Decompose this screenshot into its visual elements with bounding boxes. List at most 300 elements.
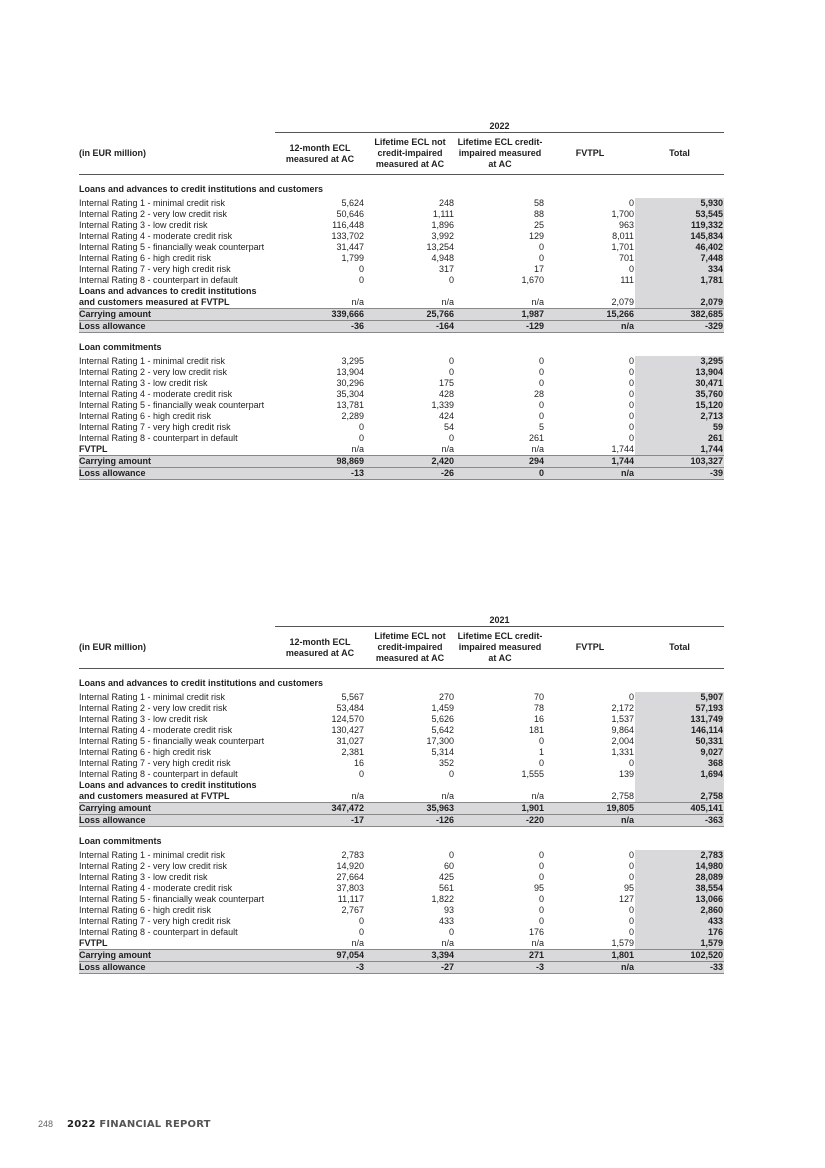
table-row [79, 905, 724, 916]
total-cell: 38,554 [635, 883, 724, 894]
total-cell: 261 [635, 433, 724, 444]
total-cell: 9,027 [635, 747, 724, 758]
total-cell: 3,295 [635, 356, 724, 367]
value-cell: n/a [351, 938, 364, 948]
row-label: Carrying amount [79, 456, 152, 466]
value-cell: 0 [538, 758, 544, 768]
total-cell: 1,694 [635, 769, 724, 780]
row-label: Internal Rating 5 - financially weak counterpart [79, 400, 265, 410]
row-label: Loss allowance [79, 815, 146, 825]
value-cell: 0 [358, 422, 364, 432]
total-cell: 13,066 [635, 894, 724, 905]
value-cell: 53,484 [336, 703, 364, 713]
total-cell: -33 [635, 962, 724, 973]
value-cell: 0 [538, 894, 544, 904]
table-row [79, 198, 724, 209]
value-cell: 25,766 [426, 309, 454, 319]
value-cell: 111 [620, 275, 634, 285]
value-cell: 425 [438, 872, 454, 882]
value-cell: 17,300 [426, 736, 454, 746]
value-cell: 1,701 [611, 242, 634, 252]
column-header [275, 133, 365, 174]
column-header [635, 133, 724, 174]
value-cell: 1,579 [611, 938, 634, 948]
value-cell: 0 [358, 916, 364, 926]
row-label: Internal Rating 7 - very high credit risk [79, 264, 231, 274]
total-cell: 103,327 [635, 456, 724, 467]
value-cell: 0 [358, 927, 364, 937]
total-cell: 13,904 [635, 367, 724, 378]
value-cell: 701 [618, 253, 634, 263]
value-cell: 17 [533, 264, 544, 274]
value-cell: 14,920 [336, 861, 364, 871]
table-row [79, 253, 724, 264]
total-cell: 405,141 [635, 803, 724, 814]
value-cell: 1,459 [431, 703, 454, 713]
table-row [79, 927, 724, 938]
total-cell: -39 [635, 468, 724, 479]
value-cell: 16 [533, 714, 544, 724]
value-cell: 70 [533, 692, 544, 702]
value-cell: 31,447 [336, 242, 364, 252]
value-cell: 352 [438, 758, 454, 768]
row-label: Loss allowance [79, 468, 146, 478]
value-cell: 13,904 [336, 367, 364, 377]
column-header-text: FVTPL [575, 148, 605, 158]
row-label: Loss allowance [79, 962, 146, 972]
value-cell: n/a [441, 444, 454, 454]
table-row [79, 433, 724, 444]
commitments-section-title: Loan commitments [79, 342, 162, 352]
value-cell: 127 [618, 894, 634, 904]
row-label: Internal Rating 6 - high credit risk [79, 411, 212, 421]
year-header [79, 615, 724, 627]
value-cell: n/a [531, 791, 544, 801]
row-label: Internal Rating 3 - low credit risk [79, 378, 208, 388]
loss-allowance-row [79, 320, 724, 333]
value-cell: 0 [358, 264, 364, 274]
report-title [67, 1119, 211, 1130]
value-cell: 0 [358, 433, 364, 443]
table-row [79, 758, 724, 769]
total-cell: 146,114 [635, 725, 724, 736]
column-header [635, 627, 724, 668]
total-cell: 1,781 [635, 275, 724, 286]
total-cell: 2,860 [635, 905, 724, 916]
value-cell: 317 [438, 264, 454, 274]
row-label: Internal Rating 4 - moderate credit risk [79, 725, 233, 735]
row-label: Internal Rating 8 - counterpart in default [79, 927, 238, 937]
value-cell: 261 [528, 433, 544, 443]
year-label: 2022 [275, 121, 724, 133]
value-cell: 0 [628, 411, 634, 421]
value-cell: 60 [443, 861, 454, 871]
table-row [79, 703, 724, 714]
commitments-section-title: Loan commitments [79, 836, 162, 846]
fvtpl-row [79, 444, 724, 455]
value-cell: 0 [628, 389, 634, 399]
row-label: Internal Rating 4 - moderate credit risk [79, 231, 233, 241]
report-year: 2022 [67, 1119, 96, 1130]
value-cell: 116,448 [332, 220, 364, 230]
value-cell: n/a [620, 321, 634, 331]
value-cell: 0 [448, 850, 454, 860]
value-cell: 1,339 [431, 400, 454, 410]
value-cell: n/a [441, 938, 454, 948]
row-label: Internal Rating 7 - very high credit risk [79, 916, 231, 926]
value-cell: 0 [628, 850, 634, 860]
row-label: Internal Rating 4 - moderate credit risk [79, 389, 233, 399]
table-row [79, 714, 724, 725]
row-label: Carrying amount [79, 803, 152, 813]
row-label: Internal Rating 4 - moderate credit risk [79, 883, 233, 893]
value-cell: 1,670 [521, 275, 544, 285]
row-label: Loans and advances to credit institutions and customers measured at FVTPL [79, 780, 257, 801]
value-cell: 124,570 [331, 714, 364, 724]
report-title-text: FINANCIAL REPORT [99, 1119, 211, 1130]
value-cell: 13,254 [426, 242, 454, 252]
total-cell: 46,402 [635, 242, 724, 253]
table-row [79, 736, 724, 747]
value-cell: 0 [538, 400, 544, 410]
row-label: Internal Rating 3 - low credit risk [79, 220, 208, 230]
value-cell: n/a [531, 444, 544, 454]
value-cell: 0 [628, 356, 634, 366]
row-label: Internal Rating 8 - counterpart in default [79, 275, 238, 285]
value-cell: 1,700 [611, 209, 634, 219]
value-cell: 78 [533, 703, 544, 713]
value-cell: 0 [628, 264, 634, 274]
ecl-table-2022 [79, 121, 724, 480]
value-cell: 5,642 [431, 725, 454, 735]
row-label: Loans and advances to credit institutions and customers measured at FVTPL [79, 286, 257, 307]
value-cell: -164 [435, 321, 454, 331]
value-cell: 98,869 [336, 456, 364, 466]
total-cell: 57,193 [635, 703, 724, 714]
total-cell: 5,930 [635, 198, 724, 209]
value-cell: -3 [535, 962, 544, 972]
value-cell: -220 [525, 815, 544, 825]
unit-label: (in EUR million) [79, 642, 146, 652]
value-cell: 0 [538, 356, 544, 366]
value-cell: 139 [618, 769, 634, 779]
total-cell: 2,758 [635, 780, 724, 802]
value-cell: 0 [538, 905, 544, 915]
total-cell: 7,448 [635, 253, 724, 264]
table-row [79, 872, 724, 883]
total-cell: 1,744 [635, 444, 724, 455]
column-header [365, 627, 455, 668]
value-cell: 2,004 [611, 736, 634, 746]
value-cell: 35,304 [336, 389, 364, 399]
value-cell: 58 [533, 198, 544, 208]
value-cell: 294 [528, 456, 544, 466]
value-cell: 5,624 [341, 198, 364, 208]
value-cell: 27,664 [336, 872, 364, 882]
fvtpl-row [79, 780, 724, 802]
value-cell: 347,472 [331, 803, 364, 813]
value-cell: 0 [448, 356, 454, 366]
value-cell: 1,896 [431, 220, 454, 230]
row-label: Internal Rating 3 - low credit risk [79, 872, 208, 882]
column-header-text: Lifetime ECL not credit-impaired measured at AC [374, 631, 446, 663]
value-cell: 0 [628, 422, 634, 432]
value-cell: 15,266 [606, 309, 634, 319]
value-cell: 0 [628, 400, 634, 410]
row-label: Internal Rating 6 - high credit risk [79, 253, 212, 263]
table-row [79, 747, 724, 758]
value-cell: 1,744 [611, 444, 634, 454]
row-label: Internal Rating 6 - high credit risk [79, 747, 212, 757]
value-cell: 9,864 [611, 725, 634, 735]
value-cell: 1 [538, 747, 544, 757]
value-cell: 8,011 [612, 231, 634, 241]
page-number: 248 [38, 1119, 54, 1129]
column-header-text: Total [669, 642, 690, 652]
value-cell: -126 [435, 815, 454, 825]
loss-allowance-row [79, 961, 724, 974]
row-label: Internal Rating 8 - counterpart in default [79, 769, 238, 779]
total-cell: 119,332 [635, 220, 724, 231]
total-cell: 433 [635, 916, 724, 927]
row-label: Carrying amount [79, 309, 152, 319]
value-cell: 3,295 [341, 356, 364, 366]
value-cell: 0 [628, 378, 634, 388]
total-cell: 102,520 [635, 950, 724, 961]
carrying-amount-row [79, 949, 724, 961]
column-header [545, 133, 635, 174]
column-header-text: Lifetime ECL credit-impaired measured at AC [457, 137, 543, 169]
value-cell: 0 [538, 378, 544, 388]
value-cell: 3,992 [431, 231, 454, 241]
row-label: Internal Rating 1 - minimal credit risk [79, 692, 226, 702]
value-cell: 963 [618, 220, 634, 230]
table-row [79, 209, 724, 220]
value-cell: 0 [628, 198, 634, 208]
table-row [79, 264, 724, 275]
ecl-table-2021 [79, 615, 724, 974]
value-cell: 5,314 [431, 747, 454, 757]
value-cell: 133,702 [331, 231, 364, 241]
value-cell: n/a [351, 791, 364, 801]
value-cell: 13,781 [336, 400, 364, 410]
value-cell: 0 [448, 433, 454, 443]
column-header-text: FVTPL [575, 642, 605, 652]
value-cell: 30,296 [336, 378, 364, 388]
value-cell: 181 [528, 725, 544, 735]
fvtpl-row [79, 286, 724, 308]
year-label: 2021 [275, 615, 724, 627]
total-cell: 2,713 [635, 411, 724, 422]
total-cell: 145,834 [635, 231, 724, 242]
table-row [79, 861, 724, 872]
table-row [79, 850, 724, 861]
page-footer [38, 1119, 211, 1130]
column-header-text: 12-month ECL measured at AC [285, 142, 355, 164]
row-label: Internal Rating 6 - high credit risk [79, 905, 212, 915]
value-cell: 0 [628, 861, 634, 871]
column-header [455, 133, 545, 174]
value-cell: 1,822 [431, 894, 454, 904]
value-cell: 1,111 [432, 209, 454, 219]
column-headers [79, 133, 724, 175]
value-cell: 0 [448, 275, 454, 285]
total-cell: 14,980 [635, 861, 724, 872]
column-headers [79, 627, 724, 669]
value-cell: 4,948 [431, 253, 454, 263]
column-header [545, 627, 635, 668]
row-label: Internal Rating 1 - minimal credit risk [79, 850, 226, 860]
carrying-amount-row [79, 455, 724, 467]
value-cell: 88 [533, 209, 544, 219]
value-cell: 97,054 [336, 950, 364, 960]
table-row [79, 411, 724, 422]
table-row [79, 356, 724, 367]
row-label: Internal Rating 5 - financially weak counterpart [79, 736, 265, 746]
table-row [79, 367, 724, 378]
table-row [79, 883, 724, 894]
value-cell: 433 [438, 916, 454, 926]
table-row [79, 692, 724, 703]
value-cell: n/a [620, 815, 634, 825]
value-cell: n/a [351, 297, 364, 307]
value-cell: 35,963 [426, 803, 454, 813]
row-label: Internal Rating 1 - minimal credit risk [79, 198, 226, 208]
value-cell: 0 [628, 872, 634, 882]
row-label: Carrying amount [79, 950, 152, 960]
value-cell: 0 [538, 411, 544, 421]
value-cell: 0 [538, 916, 544, 926]
value-cell: 1,987 [521, 309, 544, 319]
total-cell: -329 [635, 321, 724, 332]
loss-allowance-row [79, 814, 724, 827]
total-cell: 368 [635, 758, 724, 769]
total-cell: 59 [635, 422, 724, 433]
value-cell: 37,803 [336, 883, 364, 893]
total-cell: 53,545 [635, 209, 724, 220]
value-cell: 271 [528, 950, 544, 960]
total-cell: 176 [635, 927, 724, 938]
value-cell: 25 [533, 220, 544, 230]
value-cell: -27 [440, 962, 454, 972]
carrying-amount-row [79, 308, 724, 320]
column-header-text: Lifetime ECL not credit-impaired measured at AC [374, 137, 446, 169]
value-cell: n/a [441, 791, 454, 801]
value-cell: 1,744 [611, 456, 634, 466]
value-cell: 428 [438, 389, 454, 399]
value-cell: 0 [628, 367, 634, 377]
value-cell: 0 [538, 253, 544, 263]
value-cell: 2,079 [611, 297, 634, 307]
year-header [79, 121, 724, 133]
total-cell: 2,783 [635, 850, 724, 861]
value-cell: 0 [628, 916, 634, 926]
column-header [275, 627, 365, 668]
row-label: Internal Rating 5 - financially weak counterpart [79, 242, 265, 252]
unit-label: (in EUR million) [79, 148, 146, 158]
total-cell: 1,579 [635, 938, 724, 949]
value-cell: 1,901 [521, 803, 544, 813]
loans-section-title: Loans and advances to credit institutions and customers [79, 184, 324, 194]
value-cell: 5 [538, 422, 544, 432]
value-cell: 270 [438, 692, 454, 702]
value-cell: 0 [628, 927, 634, 937]
total-cell: 28,089 [635, 872, 724, 883]
value-cell: 2,767 [341, 905, 364, 915]
value-cell: 339,666 [331, 309, 364, 319]
value-cell: n/a [531, 297, 544, 307]
total-cell: 334 [635, 264, 724, 275]
value-cell: 50,646 [336, 209, 364, 219]
value-cell: 2,758 [611, 791, 634, 801]
value-cell: 1,537 [611, 714, 634, 724]
column-header [455, 627, 545, 668]
value-cell: 0 [358, 769, 364, 779]
value-cell: 5,567 [341, 692, 364, 702]
carrying-amount-row [79, 802, 724, 814]
row-label: Internal Rating 2 - very low credit risk [79, 861, 228, 871]
value-cell: 175 [438, 378, 454, 388]
value-cell: 1,331 [611, 747, 634, 757]
row-label: Internal Rating 8 - counterpart in default [79, 433, 238, 443]
column-header-text: Lifetime ECL credit-impaired measured at AC [457, 631, 543, 663]
value-cell: 0 [448, 367, 454, 377]
total-cell: 2,079 [635, 286, 724, 308]
row-label: Internal Rating 2 - very low credit risk [79, 367, 228, 377]
value-cell: 0 [538, 468, 544, 478]
total-cell: 50,331 [635, 736, 724, 747]
table-row [79, 916, 724, 927]
total-cell: 5,907 [635, 692, 724, 703]
value-cell: 1,799 [341, 253, 364, 263]
loss-allowance-row [79, 467, 724, 480]
value-cell: 0 [538, 736, 544, 746]
column-header-text: 12-month ECL measured at AC [285, 636, 355, 658]
row-label: Internal Rating 7 - very high credit risk [79, 758, 231, 768]
row-label: Internal Rating 7 - very high credit risk [79, 422, 231, 432]
table-row [79, 275, 724, 286]
value-cell: 11,117 [337, 894, 364, 904]
row-label: FVTPL [79, 938, 108, 948]
value-cell: 0 [358, 275, 364, 285]
value-cell: n/a [620, 468, 634, 478]
value-cell: 19,805 [606, 803, 634, 813]
total-cell: 382,685 [635, 309, 724, 320]
value-cell: 176 [528, 927, 544, 937]
value-cell: 31,027 [336, 736, 364, 746]
table-row [79, 389, 724, 400]
row-label: Internal Rating 2 - very low credit risk [79, 209, 228, 219]
value-cell: 16 [353, 758, 364, 768]
column-header [365, 133, 455, 174]
table-row [79, 220, 724, 231]
value-cell: 561 [438, 883, 454, 893]
value-cell: 5,626 [431, 714, 454, 724]
fvtpl-row [79, 938, 724, 949]
total-cell: 35,760 [635, 389, 724, 400]
value-cell: 248 [438, 198, 454, 208]
loans-section-title: Loans and advances to credit institutions and customers [79, 678, 324, 688]
value-cell: 424 [438, 411, 454, 421]
value-cell: 1,801 [611, 950, 634, 960]
row-label: FVTPL [79, 444, 108, 454]
value-cell: 0 [628, 758, 634, 768]
value-cell: 2,381 [341, 747, 364, 757]
table-row [79, 422, 724, 433]
value-cell: 93 [443, 905, 454, 915]
value-cell: n/a [441, 297, 454, 307]
value-cell: -129 [525, 321, 544, 331]
